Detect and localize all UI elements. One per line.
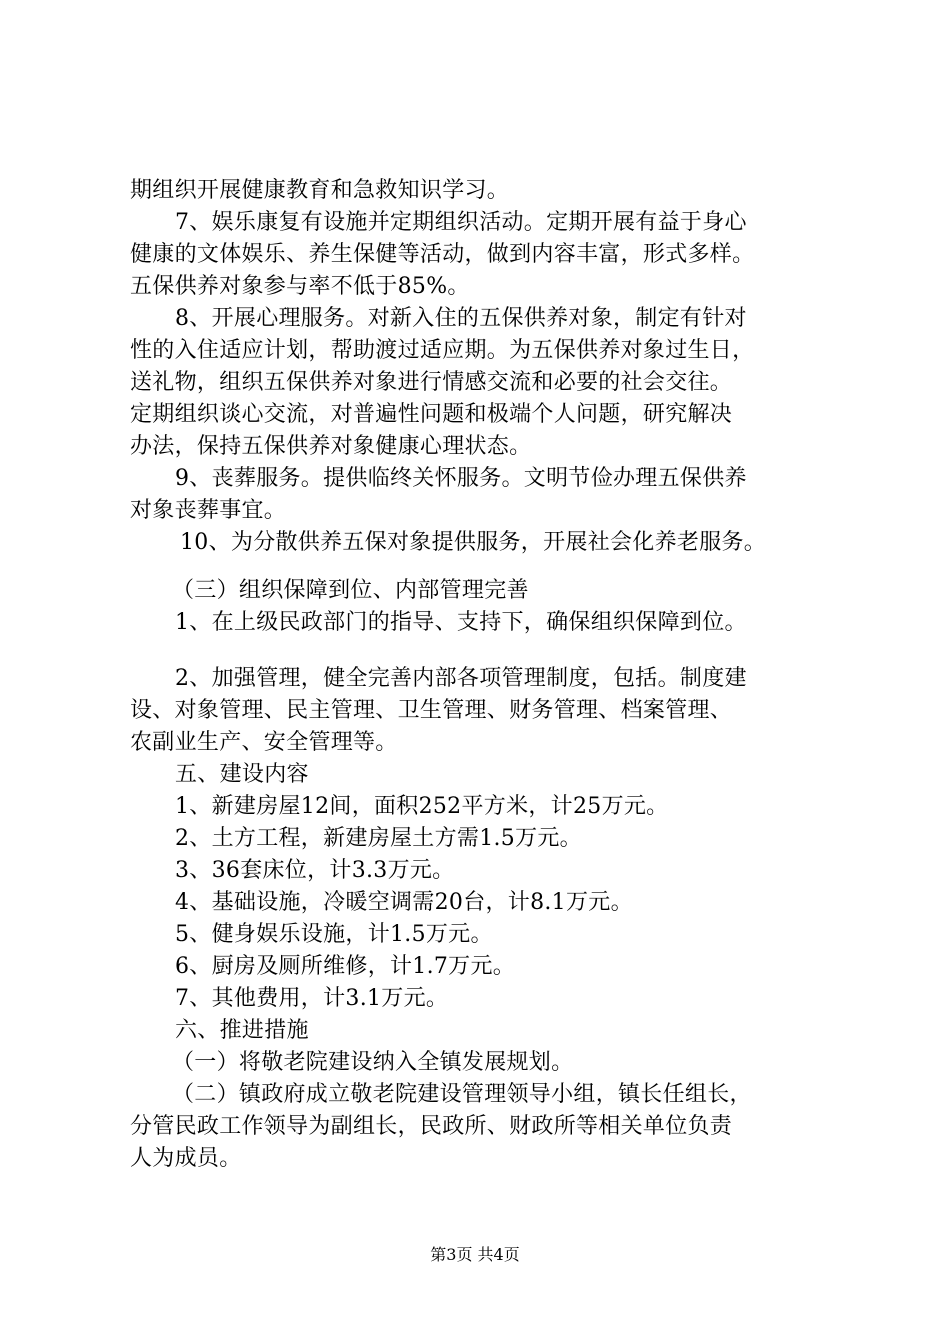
list-item: 1、新建房屋12间，面积252平方米，计25万元。 xyxy=(175,794,669,819)
text-line: 分管民政工作领导为副组长，民政所、财政所等相关单位负责 xyxy=(130,1114,733,1139)
text-line: 农副业生产、安全管理等。 xyxy=(130,730,398,755)
text-line: 9、丧葬服务。提供临终关怀服务。文明节俭办理五保供养 xyxy=(175,466,747,491)
text-line: 对象丧葬事宜。 xyxy=(130,498,287,523)
text-line: （二）镇政府成立敬老院建设管理领导小组，镇长任组长， xyxy=(172,1082,752,1107)
section-heading: （三）组织保障到位、内部管理完善 xyxy=(172,578,529,603)
section-heading: 六、推进措施 xyxy=(175,1018,309,1043)
text-line: 健康的文体娱乐、养生保健等活动，做到内容丰富，形式多样。 xyxy=(130,242,755,267)
text-line: 性的入住适应计划，帮助渡过适应期。为五保供养对象过生日， xyxy=(130,338,755,363)
list-item: 3、36套床位，计3.3万元。 xyxy=(175,858,455,883)
list-item: 6、厨房及厕所维修，计1.7万元。 xyxy=(175,954,516,979)
text-line: 五保供养对象参与率不低于85%。 xyxy=(130,274,470,299)
page-number-footer: 第3页 共4页 xyxy=(430,1245,520,1264)
list-item: 5、健身娱乐设施，计1.5万元。 xyxy=(175,922,493,947)
list-item: 4、基础设施，冷暖空调需20台，计8.1万元。 xyxy=(175,890,633,915)
text-line: 设、对象管理、民主管理、卫生管理、财务管理、档案管理、 xyxy=(130,698,733,723)
text-line: 10、为分散供养五保对象提供服务，开展社会化养老服务。 xyxy=(180,530,767,555)
text-line: （一）将敬老院建设纳入全镇发展规划。 xyxy=(172,1050,574,1075)
text-line: 期组织开展健康教育和急救知识学习。 xyxy=(130,178,510,203)
text-line: 人为成员。 xyxy=(130,1146,242,1171)
list-item: 2、土方工程，新建房屋土方需1.5万元。 xyxy=(175,826,582,851)
text-line: 1、在上级民政部门的指导、支持下，确保组织保障到位。 xyxy=(175,610,747,635)
text-line: 2、加强管理，健全完善内部各项管理制度，包括。制度建 xyxy=(175,666,747,691)
list-item: 7、其他费用，计3.1万元。 xyxy=(175,986,449,1011)
text-line: 办法，保持五保供养对象健康心理状态。 xyxy=(130,434,532,459)
text-line: 8、开展心理服务。对新入住的五保供养对象，制定有针对 xyxy=(175,306,747,331)
text-line: 送礼物，组织五保供养对象进行情感交流和必要的社会交往。 xyxy=(130,370,733,395)
text-line: 定期组织谈心交流，对普遍性问题和极端个人问题，研究解决 xyxy=(130,402,733,427)
text-line: 7、娱乐康复有设施并定期组织活动。定期开展有益于身心 xyxy=(175,210,747,235)
section-heading: 五、建设内容 xyxy=(175,762,309,787)
